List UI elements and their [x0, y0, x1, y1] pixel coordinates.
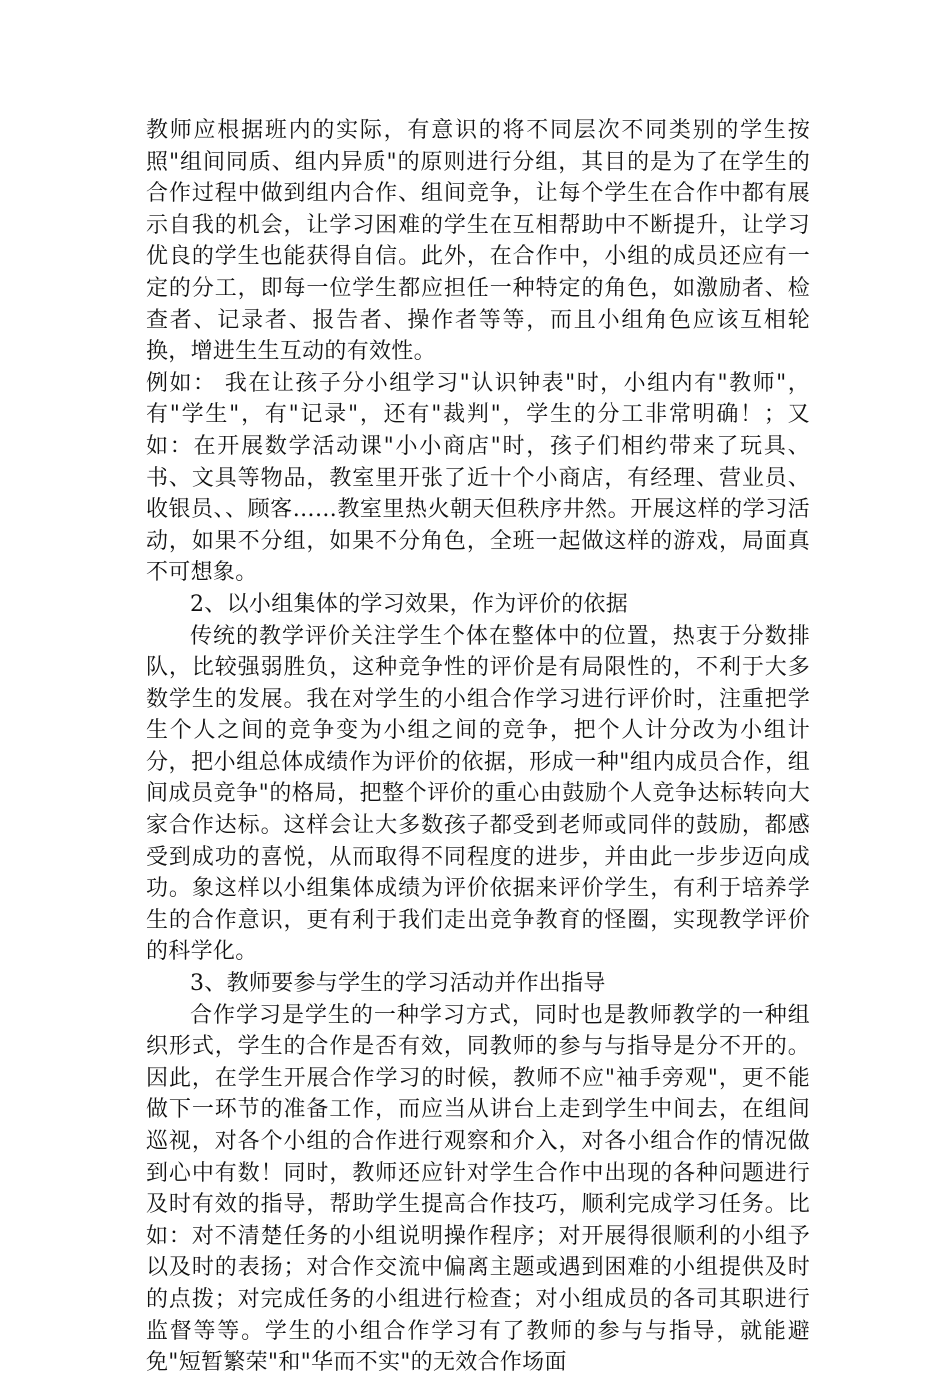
paragraph-evaluation: 传统的教学评价关注学生个体在整体中的位置，热衷于分数排队，比较强弱胜负，这种竞争性的评价是有局限性的，不利于大多数学生的发展。我在对学生的小组合作学习进行评价时，注重把学生个人之间的竞争变为小组之间的竞争，把个人计分改为小组计分，把小组总体成绩作为评价的依据，形成一种"组内成员合作，组间成员竞争"的格局，把整个评价的重心由鼓励个人竞争达标转向大家合作达标。这样会让大多数孩子都受到老师或同伴的鼓励，都感受到成功的喜悦，从而取得不同程度的进步，并由此一步步迈向成功。象这样以小组集体成绩为评价依据来评价学生，有利于培养学生的合作意识，更有利于我们走出竞争教育的怪圈，实现教学评价的科学化。 — [146, 623, 810, 965]
paragraph-grouping-principle: 教师应根据班内的实际，有意识的将不同层次不同类别的学生按照"组间同质、组内异质"的原则进行分组，其目的是为了在学生的合作过程中做到组内合作、组间竞争，让每个学生在合作中都有展示自我的机会，让学习困难的学生在互相帮助中不断提升，让学习优良的学生也能获得自信。此外，在合作中，小组的成员还应有一定的分工，即每一位学生都应担任一种特定的角色，如激励者、检查者、记录者、报告者、操作者等等，而且小组角色应该互相轮换，增进生生互动的有效性。 — [146, 118, 810, 365]
document-body — [146, 115, 810, 1379]
section-heading-2: 2、以小组集体的学习效果，作为评价的依据 — [190, 591, 628, 617]
section-heading-3: 3、教师要参与学生的学习活动并作出指导 — [190, 971, 606, 997]
paragraph-teacher-guidance: 合作学习是学生的一种学习方式，同时也是教师教学的一种组织形式，学生的合作是否有效，同教师的参与与指导是分不开的。因此，在学生开展合作学习的时候，教师不应"袖手旁观"，更不能做下一环节的准备工作，而应当从讲台上走到学生中间去，在组间巡视，对各个小组的合作进行观察和介入，对各小组合作的情况做到心中有数！同时，教师还应针对学生合作中出现的各种问题进行及时有效的指导，帮助学生提高合作技巧，顺利完成学习任务。比如：对不清楚任务的小组说明操作程序；对开展得很顺利的小组予以及时的表扬；对合作交流中偏离主题或遇到困难的小组提供及时的点拨；对完成任务的小组进行检查；对小组成员的各司其职进行监督等等。学生的小组合作学习有了教师的参与与指导，就能避免"短暂繁荣"和"华而不实"的无效合作场面 — [146, 1002, 810, 1376]
paragraph-example: 例如： 我在让孩子分小组学习"认识钟表"时，小组内有"教师"，有"学生"，有"记录"，还有"裁判"，学生的分工非常明确！；又如：在开展数学活动课"小小商店"时，孩子们相约带来了玩具、书、文具等物品，教室里开张了近十个小商店，有经理、营业员、收银员、、顾客……教室里热火朝天但秩序井然。开展这样的学习活动，如果不分组，如果不分角色，全班一起做这样的游戏，局面真不可想象。 — [146, 370, 810, 586]
